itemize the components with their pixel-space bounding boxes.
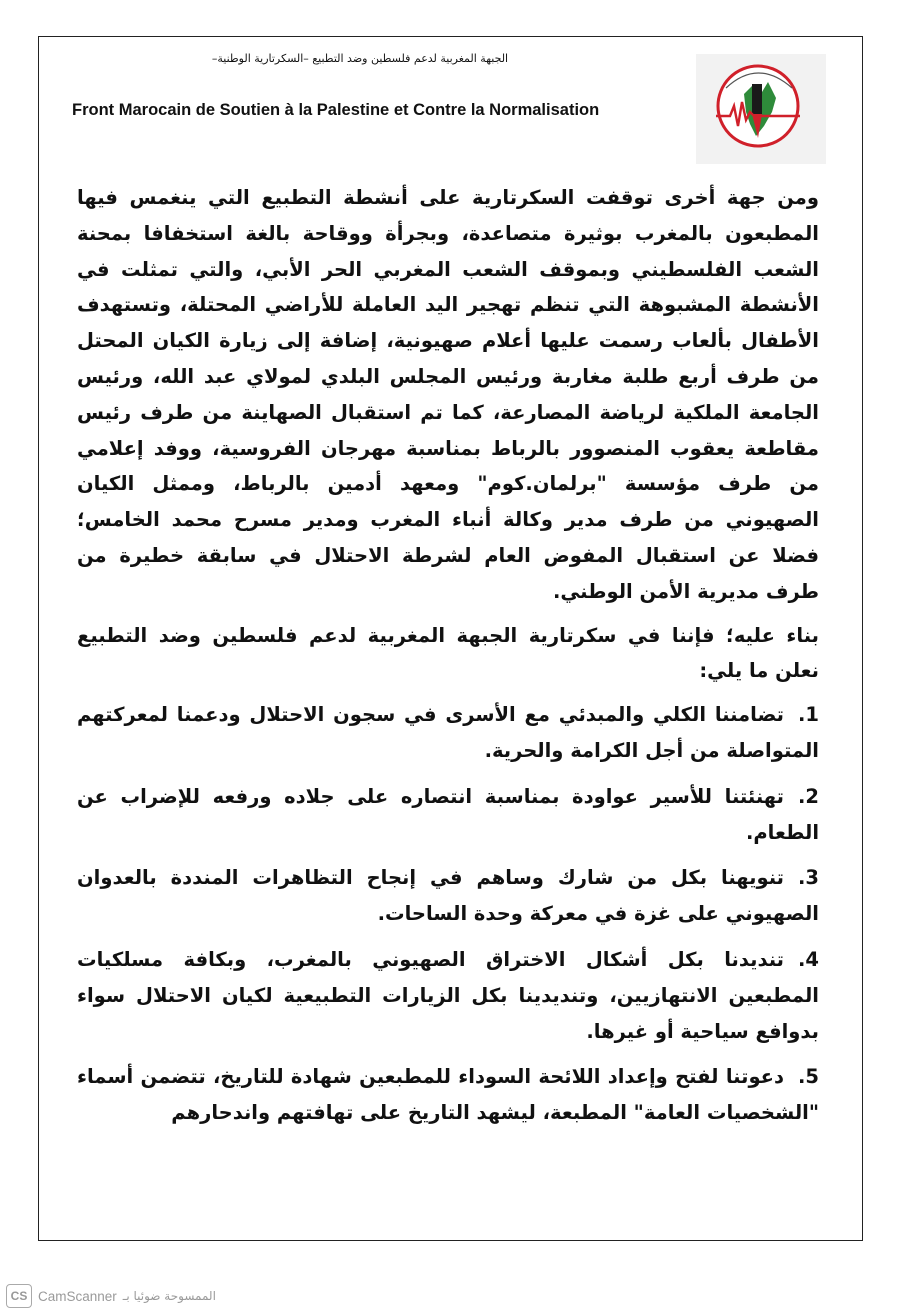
- statement-body: [77, 180, 819, 1141]
- camscanner-name: CamScanner: [38, 1288, 117, 1304]
- item-text: تضامننا الكلي والمبدئي مع الأسرى في سجون الاحتلال ودعمنا لمعركتهم المتواصلة من أجل الكرامة والحرية.: [77, 703, 819, 762]
- item-text: تنديدنا بكل أشكال الاختراق الصهيوني بالمغرب، وبكافة مسلكيات المطبعين الانتهازيين، وتنديدينا بكل الزيارات التطبيعية لكيان الاحتلال سواء بدوافع سياحية أو غيرها.: [77, 947, 819, 1043]
- item-number: 1.: [798, 703, 819, 727]
- camscanner-watermark: [6, 1282, 216, 1310]
- list-item: [77, 779, 819, 851]
- list-item: [77, 860, 819, 932]
- header-arabic-title: الجبهة المغربية لدعم فلسطين وضد التطبيع –السكرتارية الوطنية–: [211, 52, 509, 65]
- camscanner-caption: الممسوحة ضوئيا بـ: [122, 1289, 216, 1303]
- item-text: دعوتنا لفتح وإعداد اللائحة السوداء للمطبعين شهادة للتاريخ، تتضمن أسماء "الشخصيات العامة" المطبعة، ليشهد التاريخ على تهافتهم واندحارهم: [77, 1065, 819, 1125]
- lead-paragraph: بناء عليه؛ فإننا في سكرتارية الجبهة المغربية لدعم فلسطين وضد التطبيع نعلن ما يلي:: [77, 623, 819, 683]
- item-number: 4.: [798, 947, 819, 971]
- camscanner-icon: CS: [6, 1284, 32, 1308]
- item-text: تهنئتنا للأسير عواودة بمناسبة انتصاره على جلاده ورفعه للإضراب عن الطعام.: [77, 784, 819, 844]
- item-text: تنويهنا بكل من شارك وساهم في إنجاح التظاهرات المنددة بالعدوان الصهيوني على غزة في معركة وحدة الساحات.: [77, 866, 819, 926]
- list-item: [77, 942, 819, 1049]
- front-logo-icon: [696, 54, 826, 164]
- item-number: 2.: [798, 784, 819, 808]
- item-number: 3.: [798, 866, 819, 890]
- list-item: [77, 697, 819, 769]
- list-item: [77, 1059, 819, 1131]
- item-number: 5.: [798, 1065, 819, 1089]
- intro-paragraph: ومن جهة أخرى توقفت السكرتارية على أنشطة التطبيع التي ينغمس فيها المطبعون بالمغرب بوثيرة متصاعدة، وبجرأة ووقاحة بالغة استخفافا بمحنة الشعب الفلسطيني وبموقف الشعب المغربي الحر الأبي، والتي تمثلت في الأنشطة المشبوهة التي تنظم تهجير اليد العاملة للأراضي المحتلة، وتستهدف الأطفال بألعاب رسمت عليها أعلام صهيونية، إضافة إلى زيارة الكيان المحتل من طرف أربع طلبة مغاربة ورئيس المجلس البلدي لمولاي عبد الله، ورئيس الجامعة الملكية لرياضة المصارعة، كما تم استقبال الصهاينة من طرف رئيس مقاطعة يعقوب المنصوور بالرباط بمناسبة مهرجان الفروسية، ووفد إعلامي من طرف مؤسسة "برلمان.كوم" ومعهد أدمين بالرباط، وممثل الكيان الصهيوني من طرف مدير وكالة أنباء المغرب ومدير مسرح محمد الخامس؛ فضلا عن استقبال المفوض العام لشرطة الاحتلال في سابقة خطيرة من طرف مديرية الأمن الوطني.: [77, 186, 819, 603]
- header-french-title: Front Marocain de Soutien à la Palestine et Contre la Normalisation: [72, 101, 600, 119]
